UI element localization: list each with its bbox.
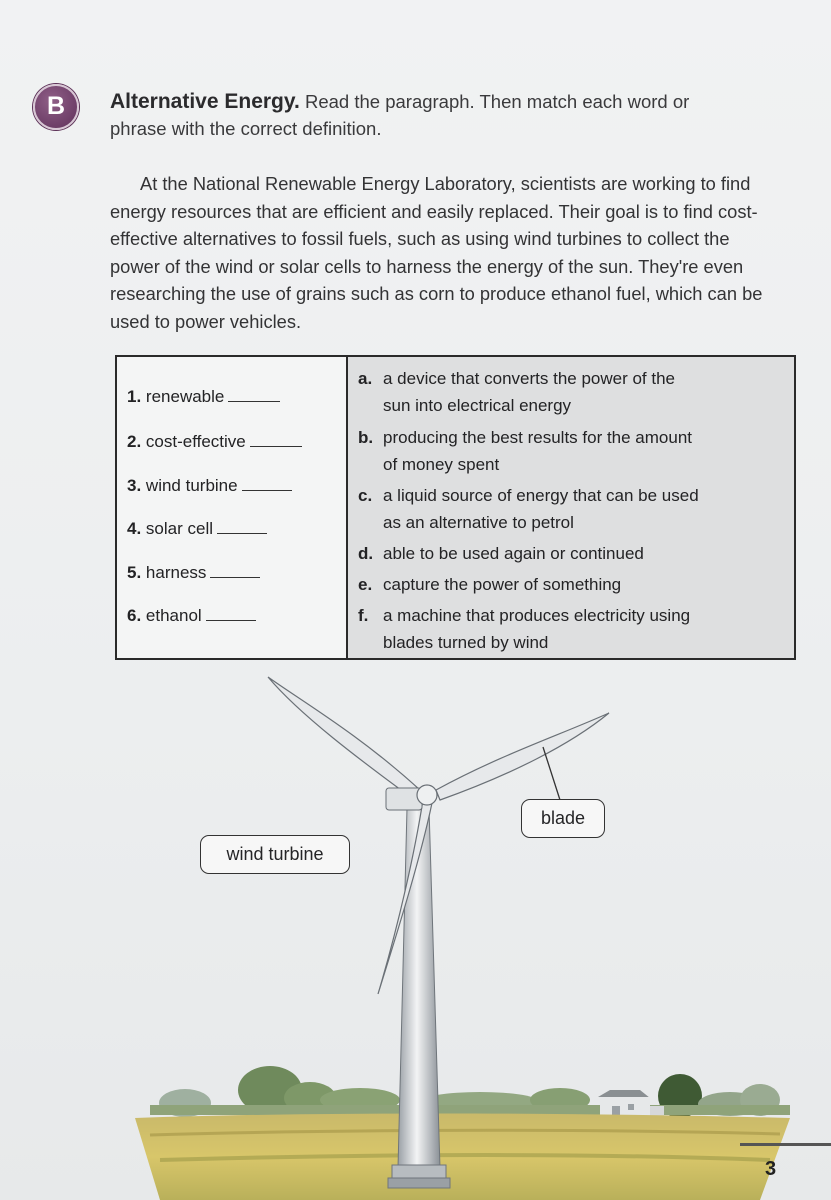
reading-paragraph: At the National Renewable Energy Laboratory, scientists are working to find energy resources that are efficient and easily replaced. Their goal is to find cost-effective alternatives to fossil fuels, such as using wind turbines to collect the power of the wind or solar cells to harness the energy of the sun. They're even researching the use of grains such as corn to produce ethanol fuel, which can be used to power vehicles. <box>110 173 763 332</box>
label-blade: blade <box>521 799 605 838</box>
exercise-title: Alternative Energy. <box>110 90 300 113</box>
page-number: 3 <box>765 1158 777 1180</box>
instruction-text: Read the paragraph. Then match each word or phrase with the correct definition. <box>110 91 690 139</box>
label-wind-turbine: wind turbine <box>200 835 350 874</box>
definition-item: d. able to be used again or continued <box>358 544 644 563</box>
blade-pointer <box>543 747 560 800</box>
word-item: 6. ethanol <box>127 606 256 626</box>
turbine-nacelle <box>386 788 422 810</box>
definition-item: f. a machine that produces electricity using blades turned by wind <box>358 606 691 652</box>
definition-item: c. a liquid source of energy that can be used as an alternative to petrol <box>358 486 699 532</box>
exercise-badge: B <box>33 84 79 130</box>
word-item: 3. wind turbine <box>127 476 292 496</box>
word-item: 2. cost-effective <box>127 432 302 452</box>
word-item: 5. harness <box>127 563 260 583</box>
turbine-blade <box>436 713 609 800</box>
word-item: 4. solar cell <box>127 519 267 539</box>
turbine-blade <box>268 677 420 798</box>
definition-item: a. a device that converts the power of the sun into electrical energy <box>358 369 676 415</box>
tree-line <box>150 1066 790 1118</box>
word-item: 1. renewable <box>127 387 280 407</box>
definition-item: e. capture the power of something <box>358 575 622 594</box>
page-rule <box>740 1143 831 1146</box>
definition-item: b. producing the best results for the amount of money spent <box>358 428 693 474</box>
turbine-tower <box>398 808 440 1168</box>
